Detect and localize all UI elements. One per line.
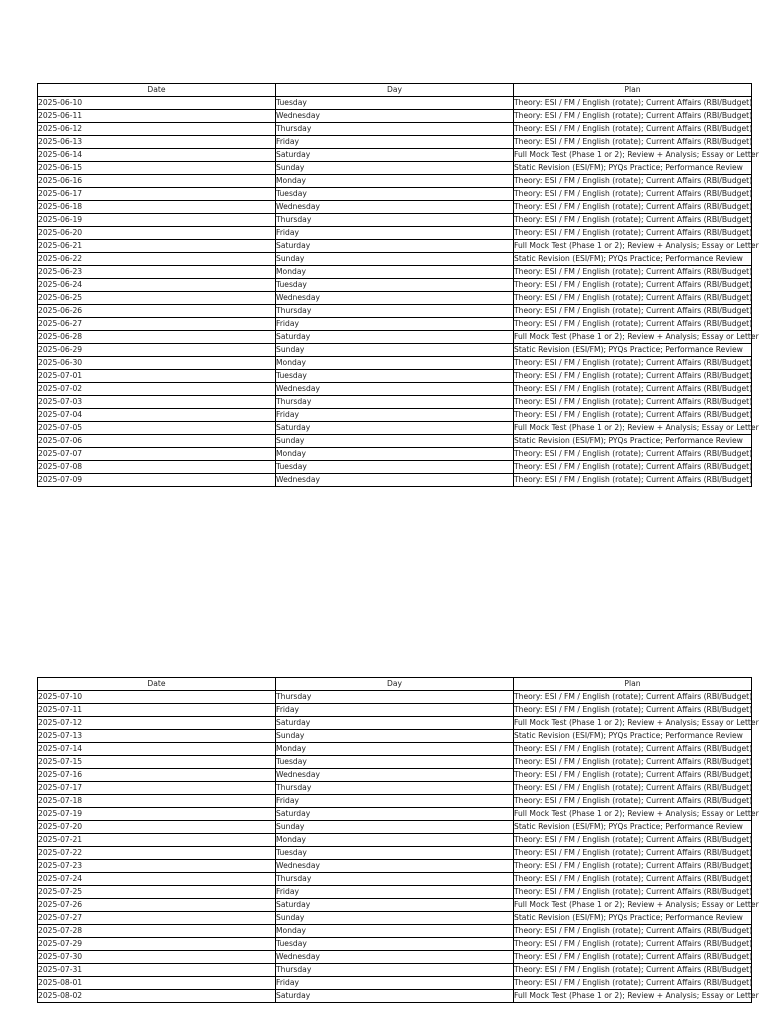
table-row xyxy=(38,188,752,201)
plan-cell xyxy=(514,951,752,964)
plan-cell xyxy=(514,461,752,474)
date-cell: 2025-07-25 xyxy=(38,886,276,899)
header-row xyxy=(38,84,752,97)
date-cell: 2025-07-18 xyxy=(38,795,276,808)
date-cell: 2025-07-13 xyxy=(38,730,276,743)
plan-text: Theory: ESI / FM / English (rotate); Current Affairs (RBI/Budget) xyxy=(514,202,753,212)
plan-cell xyxy=(514,175,752,188)
table-row xyxy=(38,730,752,743)
day-cell: Friday xyxy=(276,886,514,899)
date-cell: 2025-07-28 xyxy=(38,925,276,938)
day-cell: Thursday xyxy=(276,123,514,136)
plan-cell xyxy=(514,782,752,795)
table-row xyxy=(38,97,752,110)
day-cell: Monday xyxy=(276,175,514,188)
table-row xyxy=(38,808,752,821)
plan-cell xyxy=(514,769,752,782)
day-cell: Thursday xyxy=(276,873,514,886)
plan-text: Theory: ESI / FM / English (rotate); Current Affairs (RBI/Budget) xyxy=(514,371,753,381)
plan-text: Theory: ESI / FM / English (rotate); Current Affairs (RBI/Budget) xyxy=(514,410,753,420)
table-row xyxy=(38,821,752,834)
day-cell: Wednesday xyxy=(276,383,514,396)
plan-cell xyxy=(514,448,752,461)
date-cell: 2025-06-26 xyxy=(38,305,276,318)
plan-text: Theory: ESI / FM / English (rotate); Current Affairs (RBI/Budget) xyxy=(514,384,753,394)
date-cell: 2025-07-23 xyxy=(38,860,276,873)
plan-cell xyxy=(514,964,752,977)
plan-cell xyxy=(514,305,752,318)
table-row xyxy=(38,292,752,305)
table-row xyxy=(38,782,752,795)
day-cell: Tuesday xyxy=(276,461,514,474)
plan-cell xyxy=(514,383,752,396)
plan-cell xyxy=(514,162,752,175)
date-cell: 2025-08-02 xyxy=(38,990,276,1003)
day-cell: Monday xyxy=(276,448,514,461)
plan-text: Theory: ESI / FM / English (rotate); Current Affairs (RBI/Budget) xyxy=(514,475,753,485)
day-cell: Wednesday xyxy=(276,201,514,214)
plan-cell xyxy=(514,279,752,292)
date-cell: 2025-07-08 xyxy=(38,461,276,474)
table-row xyxy=(38,110,752,123)
plan-cell xyxy=(514,886,752,899)
table-row xyxy=(38,396,752,409)
plan-text: Theory: ESI / FM / English (rotate); Current Affairs (RBI/Budget) xyxy=(514,705,753,715)
plan-text: Theory: ESI / FM / English (rotate); Current Affairs (RBI/Budget) xyxy=(514,189,753,199)
table-row xyxy=(38,964,752,977)
date-cell: 2025-06-18 xyxy=(38,201,276,214)
date-cell: 2025-07-29 xyxy=(38,938,276,951)
date-cell: 2025-07-24 xyxy=(38,873,276,886)
plan-cell xyxy=(514,240,759,253)
day-cell: Thursday xyxy=(276,782,514,795)
column-header-day: Day xyxy=(276,84,514,97)
day-cell: Tuesday xyxy=(276,279,514,292)
table-body xyxy=(38,97,759,487)
day-cell: Tuesday xyxy=(276,756,514,769)
date-cell: 2025-07-06 xyxy=(38,435,276,448)
plan-text: Theory: ESI / FM / English (rotate); Current Affairs (RBI/Budget) xyxy=(514,462,753,472)
table-row xyxy=(38,149,752,162)
plan-cell xyxy=(514,730,752,743)
plan-cell xyxy=(514,795,752,808)
day-cell: Saturday xyxy=(276,240,514,253)
plan-cell xyxy=(514,253,752,266)
plan-text: Theory: ESI / FM / English (rotate); Current Affairs (RBI/Budget) xyxy=(514,848,753,858)
date-cell: 2025-07-09 xyxy=(38,474,276,487)
date-cell: 2025-06-20 xyxy=(38,227,276,240)
table-row xyxy=(38,795,752,808)
table-row xyxy=(38,162,752,175)
day-cell: Monday xyxy=(276,925,514,938)
day-cell: Thursday xyxy=(276,396,514,409)
day-cell: Sunday xyxy=(276,435,514,448)
table-row xyxy=(38,253,752,266)
table-row xyxy=(38,847,752,860)
column-header-plan: Plan xyxy=(514,84,752,97)
plan-cell xyxy=(514,123,752,136)
table-row xyxy=(38,279,752,292)
date-cell: 2025-06-14 xyxy=(38,149,276,162)
plan-cell xyxy=(514,717,759,730)
day-cell: Thursday xyxy=(276,964,514,977)
plan-cell xyxy=(514,318,752,331)
table-row xyxy=(38,370,752,383)
plan-text: Full Mock Test (Phase 1 or 2); Review + Analysis; Essay or Letter xyxy=(514,332,759,342)
day-cell: Saturday xyxy=(276,331,514,344)
plan-text: Theory: ESI / FM / English (rotate); Current Affairs (RBI/Budget) xyxy=(514,770,753,780)
day-cell: Sunday xyxy=(276,162,514,175)
day-cell: Sunday xyxy=(276,253,514,266)
plan-cell xyxy=(514,873,752,886)
plan-cell xyxy=(514,691,752,704)
table-row xyxy=(38,448,752,461)
plan-text: Theory: ESI / FM / English (rotate); Current Affairs (RBI/Budget) xyxy=(514,887,753,897)
schedule-table xyxy=(37,677,759,1003)
plan-cell xyxy=(514,938,752,951)
plan-cell xyxy=(514,370,752,383)
plan-text: Theory: ESI / FM / English (rotate); Current Affairs (RBI/Budget) xyxy=(514,111,753,121)
date-cell: 2025-07-31 xyxy=(38,964,276,977)
day-cell: Monday xyxy=(276,743,514,756)
plan-cell xyxy=(514,912,752,925)
plan-cell xyxy=(514,227,752,240)
plan-text: Static Revision (ESI/FM); PYQs Practice; Performance Review xyxy=(514,822,743,832)
plan-cell xyxy=(514,292,752,305)
table-row xyxy=(38,214,752,227)
plan-text: Full Mock Test (Phase 1 or 2); Review + Analysis; Essay or Letter xyxy=(514,241,759,251)
plan-text: Full Mock Test (Phase 1 or 2); Review + Analysis; Essay or Letter xyxy=(514,150,759,160)
table-row xyxy=(38,123,752,136)
plan-cell xyxy=(514,357,752,370)
column-header-date: Date xyxy=(38,84,276,97)
day-cell: Friday xyxy=(276,136,514,149)
plan-cell xyxy=(514,331,759,344)
table-row xyxy=(38,435,752,448)
date-cell: 2025-07-27 xyxy=(38,912,276,925)
table-row xyxy=(38,409,752,422)
date-cell: 2025-06-27 xyxy=(38,318,276,331)
plan-text: Theory: ESI / FM / English (rotate); Current Affairs (RBI/Budget) xyxy=(514,783,753,793)
plan-text: Full Mock Test (Phase 1 or 2); Review + Analysis; Essay or Letter xyxy=(514,423,759,433)
table-row xyxy=(38,977,752,990)
date-cell: 2025-07-12 xyxy=(38,717,276,730)
plan-text: Theory: ESI / FM / English (rotate); Current Affairs (RBI/Budget) xyxy=(514,137,753,147)
table-row xyxy=(38,201,752,214)
plan-text: Theory: ESI / FM / English (rotate); Current Affairs (RBI/Budget) xyxy=(514,215,753,225)
plan-cell xyxy=(514,214,752,227)
date-cell: 2025-07-07 xyxy=(38,448,276,461)
plan-text: Theory: ESI / FM / English (rotate); Current Affairs (RBI/Budget) xyxy=(514,952,753,962)
table-row xyxy=(38,717,752,730)
plan-text: Theory: ESI / FM / English (rotate); Current Affairs (RBI/Budget) xyxy=(514,835,753,845)
plan-text: Theory: ESI / FM / English (rotate); Current Affairs (RBI/Budget) xyxy=(514,744,753,754)
day-cell: Tuesday xyxy=(276,847,514,860)
table-row xyxy=(38,743,752,756)
plan-cell xyxy=(514,188,752,201)
plan-text: Theory: ESI / FM / English (rotate); Current Affairs (RBI/Budget) xyxy=(514,358,753,368)
column-header-date: Date xyxy=(38,678,276,691)
plan-text: Theory: ESI / FM / English (rotate); Current Affairs (RBI/Budget) xyxy=(514,978,753,988)
table-row xyxy=(38,899,752,912)
date-cell: 2025-07-10 xyxy=(38,691,276,704)
plan-cell xyxy=(514,899,759,912)
date-cell: 2025-06-16 xyxy=(38,175,276,188)
day-cell: Tuesday xyxy=(276,188,514,201)
date-cell: 2025-07-20 xyxy=(38,821,276,834)
date-cell: 2025-07-22 xyxy=(38,847,276,860)
day-cell: Tuesday xyxy=(276,938,514,951)
plan-cell xyxy=(514,808,759,821)
plan-text: Static Revision (ESI/FM); PYQs Practice; Performance Review xyxy=(514,913,743,923)
day-cell: Thursday xyxy=(276,691,514,704)
plan-cell xyxy=(514,136,752,149)
day-cell: Saturday xyxy=(276,717,514,730)
day-cell: Saturday xyxy=(276,990,514,1003)
day-cell: Monday xyxy=(276,834,514,847)
day-cell: Wednesday xyxy=(276,951,514,964)
day-cell: Friday xyxy=(276,977,514,990)
plan-text: Theory: ESI / FM / English (rotate); Current Affairs (RBI/Budget) xyxy=(514,692,753,702)
day-cell: Sunday xyxy=(276,730,514,743)
plan-cell xyxy=(514,110,752,123)
date-cell: 2025-07-30 xyxy=(38,951,276,964)
table-row xyxy=(38,704,752,717)
table-row xyxy=(38,691,752,704)
plan-text: Full Mock Test (Phase 1 or 2); Review + Analysis; Essay or Letter xyxy=(514,718,759,728)
date-cell: 2025-07-26 xyxy=(38,899,276,912)
plan-cell xyxy=(514,990,759,1003)
day-cell: Wednesday xyxy=(276,474,514,487)
plan-cell xyxy=(514,422,759,435)
date-cell: 2025-06-21 xyxy=(38,240,276,253)
plan-text: Static Revision (ESI/FM); PYQs Practice; Performance Review xyxy=(514,731,743,741)
table-row xyxy=(38,344,752,357)
date-cell: 2025-06-24 xyxy=(38,279,276,292)
table-row xyxy=(38,305,752,318)
day-cell: Wednesday xyxy=(276,860,514,873)
plan-cell xyxy=(514,821,752,834)
day-cell: Monday xyxy=(276,357,514,370)
date-cell: 2025-07-21 xyxy=(38,834,276,847)
plan-text: Theory: ESI / FM / English (rotate); Current Affairs (RBI/Budget) xyxy=(514,319,753,329)
day-cell: Thursday xyxy=(276,214,514,227)
date-cell: 2025-07-01 xyxy=(38,370,276,383)
plan-text: Full Mock Test (Phase 1 or 2); Review + Analysis; Essay or Letter xyxy=(514,991,759,1001)
table-row xyxy=(38,383,752,396)
day-cell: Saturday xyxy=(276,149,514,162)
plan-text: Theory: ESI / FM / English (rotate); Current Affairs (RBI/Budget) xyxy=(514,267,753,277)
table-row xyxy=(38,834,752,847)
plan-text: Static Revision (ESI/FM); PYQs Practice; Performance Review xyxy=(514,254,743,264)
plan-cell xyxy=(514,834,752,847)
plan-text: Theory: ESI / FM / English (rotate); Current Affairs (RBI/Budget) xyxy=(514,293,753,303)
plan-text: Theory: ESI / FM / English (rotate); Current Affairs (RBI/Budget) xyxy=(514,861,753,871)
table-row xyxy=(38,990,752,1003)
plan-text: Theory: ESI / FM / English (rotate); Current Affairs (RBI/Budget) xyxy=(514,796,753,806)
date-cell: 2025-07-05 xyxy=(38,422,276,435)
plan-cell xyxy=(514,756,752,769)
plan-cell xyxy=(514,847,752,860)
plan-cell xyxy=(514,743,752,756)
header-row xyxy=(38,678,752,691)
column-header-day: Day xyxy=(276,678,514,691)
day-cell: Wednesday xyxy=(276,292,514,305)
date-cell: 2025-07-04 xyxy=(38,409,276,422)
table-row xyxy=(38,318,752,331)
plan-text: Theory: ESI / FM / English (rotate); Current Affairs (RBI/Budget) xyxy=(514,965,753,975)
column-header-plan: Plan xyxy=(514,678,752,691)
table-body xyxy=(38,691,759,1003)
plan-cell xyxy=(514,860,752,873)
day-cell: Friday xyxy=(276,227,514,240)
table-row xyxy=(38,474,752,487)
plan-text: Theory: ESI / FM / English (rotate); Current Affairs (RBI/Budget) xyxy=(514,874,753,884)
date-cell: 2025-07-11 xyxy=(38,704,276,717)
day-cell: Tuesday xyxy=(276,370,514,383)
plan-text: Theory: ESI / FM / English (rotate); Current Affairs (RBI/Budget) xyxy=(514,449,753,459)
table-row xyxy=(38,240,752,253)
day-cell: Tuesday xyxy=(276,97,514,110)
day-cell: Sunday xyxy=(276,821,514,834)
day-cell: Friday xyxy=(276,318,514,331)
plan-text: Theory: ESI / FM / English (rotate); Current Affairs (RBI/Budget) xyxy=(514,397,753,407)
plan-text: Full Mock Test (Phase 1 or 2); Review + Analysis; Essay or Letter xyxy=(514,900,759,910)
date-cell: 2025-06-19 xyxy=(38,214,276,227)
plan-cell xyxy=(514,344,752,357)
plan-text: Theory: ESI / FM / English (rotate); Current Affairs (RBI/Budget) xyxy=(514,280,753,290)
day-cell: Friday xyxy=(276,795,514,808)
table-row xyxy=(38,860,752,873)
date-cell: 2025-06-30 xyxy=(38,357,276,370)
day-cell: Monday xyxy=(276,266,514,279)
table-row xyxy=(38,886,752,899)
plan-text: Static Revision (ESI/FM); PYQs Practice; Performance Review xyxy=(514,163,743,173)
table-row xyxy=(38,266,752,279)
day-cell: Saturday xyxy=(276,422,514,435)
date-cell: 2025-06-28 xyxy=(38,331,276,344)
plan-cell xyxy=(514,97,752,110)
table-row xyxy=(38,227,752,240)
plan-text: Theory: ESI / FM / English (rotate); Current Affairs (RBI/Budget) xyxy=(514,306,753,316)
date-cell: 2025-06-17 xyxy=(38,188,276,201)
plan-text: Theory: ESI / FM / English (rotate); Current Affairs (RBI/Budget) xyxy=(514,98,753,108)
plan-text: Theory: ESI / FM / English (rotate); Current Affairs (RBI/Budget) xyxy=(514,124,753,134)
table-row xyxy=(38,136,752,149)
plan-text: Theory: ESI / FM / English (rotate); Current Affairs (RBI/Budget) xyxy=(514,228,753,238)
plan-text: Static Revision (ESI/FM); PYQs Practice; Performance Review xyxy=(514,436,743,446)
table-row xyxy=(38,756,752,769)
schedule-table xyxy=(37,83,759,487)
date-cell: 2025-06-22 xyxy=(38,253,276,266)
day-cell: Thursday xyxy=(276,305,514,318)
day-cell: Friday xyxy=(276,409,514,422)
table-row xyxy=(38,769,752,782)
date-cell: 2025-08-01 xyxy=(38,977,276,990)
table-row xyxy=(38,912,752,925)
table-row xyxy=(38,422,752,435)
table-row xyxy=(38,873,752,886)
date-cell: 2025-06-25 xyxy=(38,292,276,305)
date-cell: 2025-06-12 xyxy=(38,123,276,136)
plan-cell xyxy=(514,977,752,990)
plan-cell xyxy=(514,409,752,422)
date-cell: 2025-06-15 xyxy=(38,162,276,175)
table-row xyxy=(38,938,752,951)
date-cell: 2025-06-29 xyxy=(38,344,276,357)
date-cell: 2025-06-10 xyxy=(38,97,276,110)
plan-cell xyxy=(514,266,752,279)
date-cell: 2025-06-23 xyxy=(38,266,276,279)
plan-text: Full Mock Test (Phase 1 or 2); Review + Analysis; Essay or Letter xyxy=(514,809,759,819)
plan-cell xyxy=(514,474,752,487)
plan-text: Theory: ESI / FM / English (rotate); Current Affairs (RBI/Budget) xyxy=(514,757,753,767)
plan-cell xyxy=(514,201,752,214)
table-row xyxy=(38,951,752,964)
date-cell: 2025-06-11 xyxy=(38,110,276,123)
table-row xyxy=(38,357,752,370)
day-cell: Sunday xyxy=(276,344,514,357)
date-cell: 2025-07-16 xyxy=(38,769,276,782)
day-cell: Saturday xyxy=(276,808,514,821)
table-row xyxy=(38,461,752,474)
date-cell: 2025-07-17 xyxy=(38,782,276,795)
plan-text: Theory: ESI / FM / English (rotate); Current Affairs (RBI/Budget) xyxy=(514,926,753,936)
day-cell: Wednesday xyxy=(276,110,514,123)
plan-text: Static Revision (ESI/FM); PYQs Practice; Performance Review xyxy=(514,345,743,355)
plan-text: Theory: ESI / FM / English (rotate); Current Affairs (RBI/Budget) xyxy=(514,176,753,186)
date-cell: 2025-06-13 xyxy=(38,136,276,149)
table-row xyxy=(38,331,752,344)
date-cell: 2025-07-03 xyxy=(38,396,276,409)
day-cell: Wednesday xyxy=(276,769,514,782)
plan-text: Theory: ESI / FM / English (rotate); Current Affairs (RBI/Budget) xyxy=(514,939,753,949)
plan-cell xyxy=(514,435,752,448)
date-cell: 2025-07-02 xyxy=(38,383,276,396)
plan-cell xyxy=(514,396,752,409)
plan-cell xyxy=(514,149,759,162)
plan-cell xyxy=(514,704,752,717)
table-row xyxy=(38,175,752,188)
table-row xyxy=(38,925,752,938)
day-cell: Saturday xyxy=(276,899,514,912)
date-cell: 2025-07-14 xyxy=(38,743,276,756)
plan-cell xyxy=(514,925,752,938)
date-cell: 2025-07-19 xyxy=(38,808,276,821)
day-cell: Friday xyxy=(276,704,514,717)
date-cell: 2025-07-15 xyxy=(38,756,276,769)
day-cell: Sunday xyxy=(276,912,514,925)
